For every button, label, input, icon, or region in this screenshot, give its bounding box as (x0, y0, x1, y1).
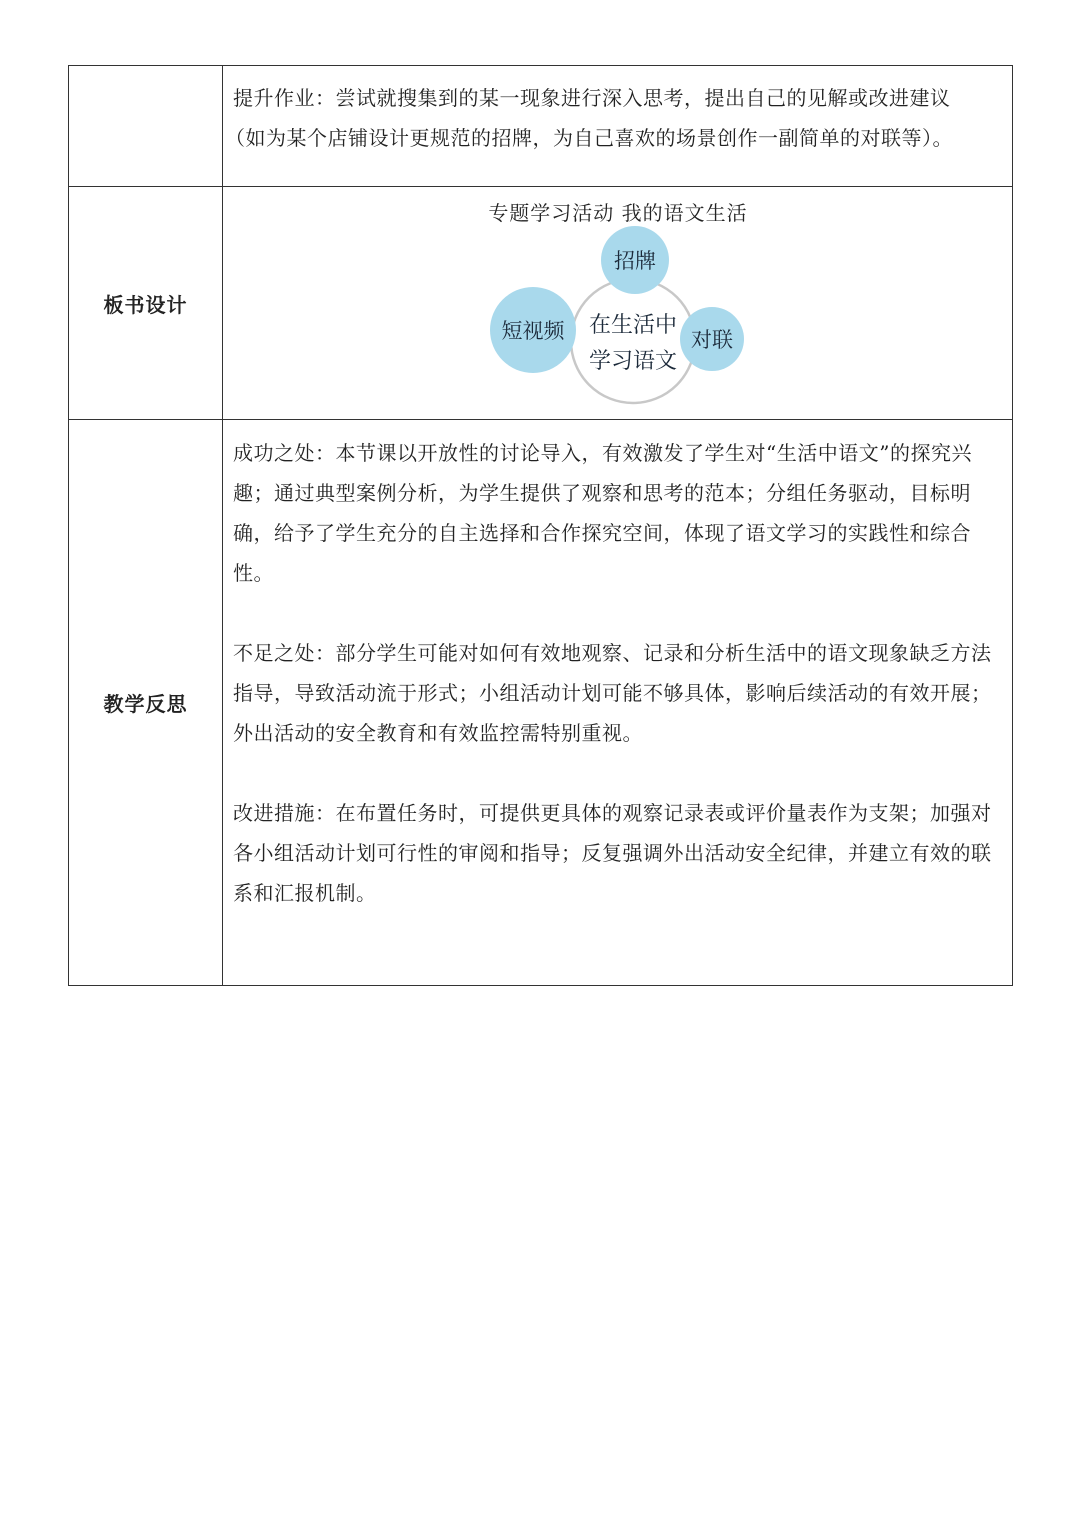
reflection-paragraph: 改进措施：在布置任务时，可提供更具体的观察记录表或评价量表作为支架；加强对各小组活动计划可行性的审阅和指导；反复强调外出活动安全纪律，并建立有效的联系和汇报机制。 (233, 801, 992, 905)
homework-line: 提升作业：尝试就搜集到的某一现象进行深入思考，提出自己的见解或改进建议 (233, 86, 951, 110)
lesson-plan-table (68, 65, 1013, 986)
reflection-paragraph: 成功之处：本节课以开放性的讨论导入，有效激发了学生对“生活中语文”的探究兴趣；通过典型案例分析，为学生提供了观察和思考的范本；分组任务驱动，目标明确，给予了学生充分的自主选择和合作探究空间，体现了语文学习的实践性和综合性。 (233, 441, 972, 585)
row-label-reflection: 教学反思 (69, 420, 223, 986)
table-row-reflection (69, 420, 1013, 986)
board-diagram-svg (223, 187, 1013, 419)
reflection-paragraph: 不足之处：部分学生可能对如何有效地观察、记录和分析生活中的语文现象缺乏方法指导，导致活动流于形式；小组活动计划可能不够具体，影响后续活动的有效开展；外出活动的安全教育和有效监控需特别重视。 (233, 641, 992, 745)
board-design-content (223, 187, 1013, 420)
center-ring (571, 279, 695, 403)
homework-content (223, 66, 1013, 187)
center-text-line1: 在生活中 (588, 313, 678, 338)
table-row-board-design (69, 187, 1013, 420)
board-title: 专题学习活动 我的语文生活 (488, 201, 748, 225)
center-text-line2: 学习语文 (588, 349, 678, 374)
bubble-couplet-label: 对联 (691, 328, 733, 352)
homework-line: （如为某个店铺设计更规范的招牌，为自己喜欢的场景创作一副简单的对联等）。 (225, 126, 953, 150)
bubble-signboard-label: 招牌 (614, 249, 656, 273)
bubble-short-video-label: 短视频 (501, 319, 565, 343)
row-label-empty (69, 66, 223, 187)
table-row-homework (69, 66, 1013, 187)
board-diagram (223, 187, 1013, 419)
row-label-board-design: 板书设计 (69, 187, 223, 420)
reflection-content (223, 420, 1013, 986)
